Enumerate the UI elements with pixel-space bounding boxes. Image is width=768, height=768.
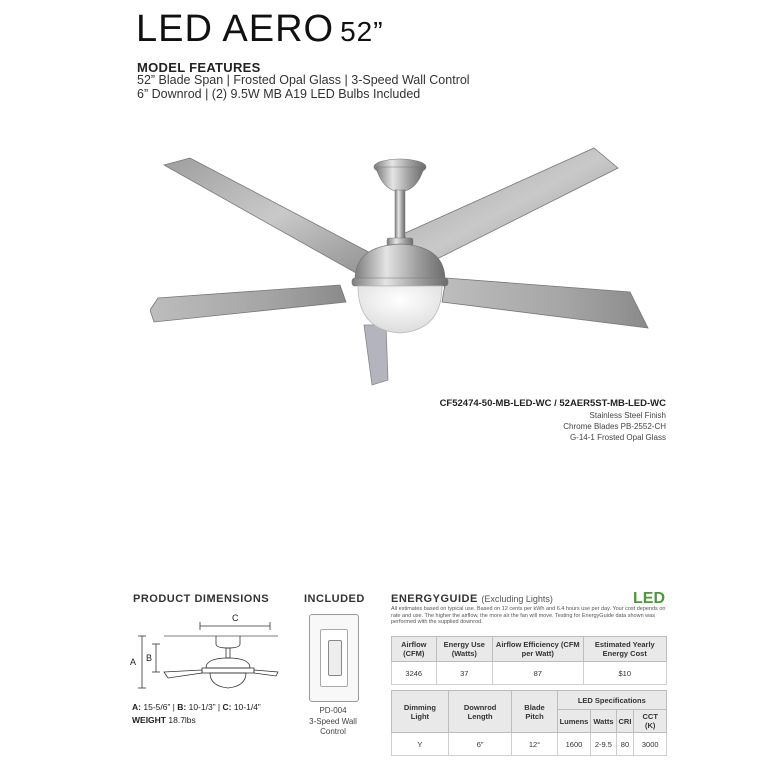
header-cct: CCT (K)	[634, 710, 667, 733]
page-title	[136, 8, 384, 51]
energyguide-heading: ENERGYGUIDE (Excluding Lights)	[391, 593, 553, 605]
fan-blade-left	[150, 285, 346, 322]
label-b: B	[146, 653, 153, 663]
header-led-specifications: LED Specifications	[557, 691, 666, 710]
label-c: C	[232, 613, 239, 623]
label-a: A	[130, 657, 137, 667]
features-line-2: 6” Downrod | (2) 9.5W MB A19 LED Bulbs Included	[137, 87, 421, 101]
included-part-number: PD-004	[319, 706, 347, 715]
header-energy-use: Energy Use (Watts)	[436, 637, 493, 662]
header-lumens: Lumens	[557, 710, 591, 733]
fan-blade-upper-left	[164, 158, 380, 278]
wall-control-image	[309, 614, 359, 702]
value-yearly-cost: $10	[583, 662, 666, 685]
header-airflow: Airflow (CFM)	[392, 637, 437, 662]
header-cri: CRI	[616, 710, 634, 733]
features-line-1: 52” Blade Span | Frosted Opal Glass | 3-Speed Wall Control	[137, 73, 470, 87]
energyguide-note: All estimates based on typical use. Based on 12 cents per kWh and 6.4 hours use per day. Your cost depends on rate and use. The higher the airflow, the more air the fan will move. Testing for EnergyGuide data shown was performed with the supplied downrod.	[391, 606, 666, 626]
fan-downrod	[395, 190, 405, 245]
fan-blade-right	[442, 278, 648, 328]
led-badge: LED	[633, 590, 665, 607]
value-blade-pitch: 12°	[512, 733, 557, 756]
header-yearly-cost: Estimated Yearly Energy Cost	[583, 637, 666, 662]
dimension-values: A: 15-5/6” | B: 10-1/3” | C: 10-1/4”	[132, 702, 261, 712]
weight: WEIGHT 18.7lbs	[132, 715, 196, 725]
spec-blades: Chrome Blades PB-2552-CH	[563, 422, 666, 431]
value-cri: 80	[616, 733, 634, 756]
value-lumens: 1600	[557, 733, 591, 756]
product-name: LED AERO	[136, 8, 335, 50]
value-airflow: 3246	[392, 662, 437, 685]
value-downrod: 6”	[448, 733, 512, 756]
value-energy-use: 37	[436, 662, 493, 685]
header-dimming: Dimming Light	[392, 691, 449, 733]
value-watts: 2-9.5	[591, 733, 616, 756]
value-airflow-efficiency: 87	[493, 662, 583, 685]
value-dimming: Y	[392, 733, 449, 756]
dimensions-heading: PRODUCT DIMENSIONS	[133, 593, 270, 605]
model-number: CF52474-50-MB-LED-WC / 52AER5ST-MB-LED-WC	[439, 398, 666, 409]
fan-blade-front	[364, 325, 388, 385]
value-cct: 3000	[634, 733, 667, 756]
product-size: 52”	[340, 16, 384, 47]
header-airflow-efficiency: Airflow Efficiency (CFM per Watt)	[493, 637, 583, 662]
included-caption-2: Control	[320, 727, 346, 736]
spec-finish: Stainless Steel Finish	[589, 411, 666, 420]
energyguide-table	[391, 636, 667, 685]
header-watts: Watts	[591, 710, 616, 733]
header-downrod: Downrod Length	[448, 691, 512, 733]
dimension-diagram	[128, 608, 288, 696]
included-caption-1: 3-Speed Wall	[309, 717, 357, 726]
fan-blade-upper-right	[403, 148, 618, 265]
led-specifications-table	[391, 690, 667, 756]
ceiling-fan-image	[150, 130, 670, 390]
header-blade-pitch: Blade Pitch	[512, 691, 557, 733]
features-heading: MODEL FEATURES	[137, 60, 261, 75]
spec-glass: G-14-1 Frosted Opal Glass	[569, 433, 666, 442]
included-heading: INCLUDED	[304, 593, 365, 605]
